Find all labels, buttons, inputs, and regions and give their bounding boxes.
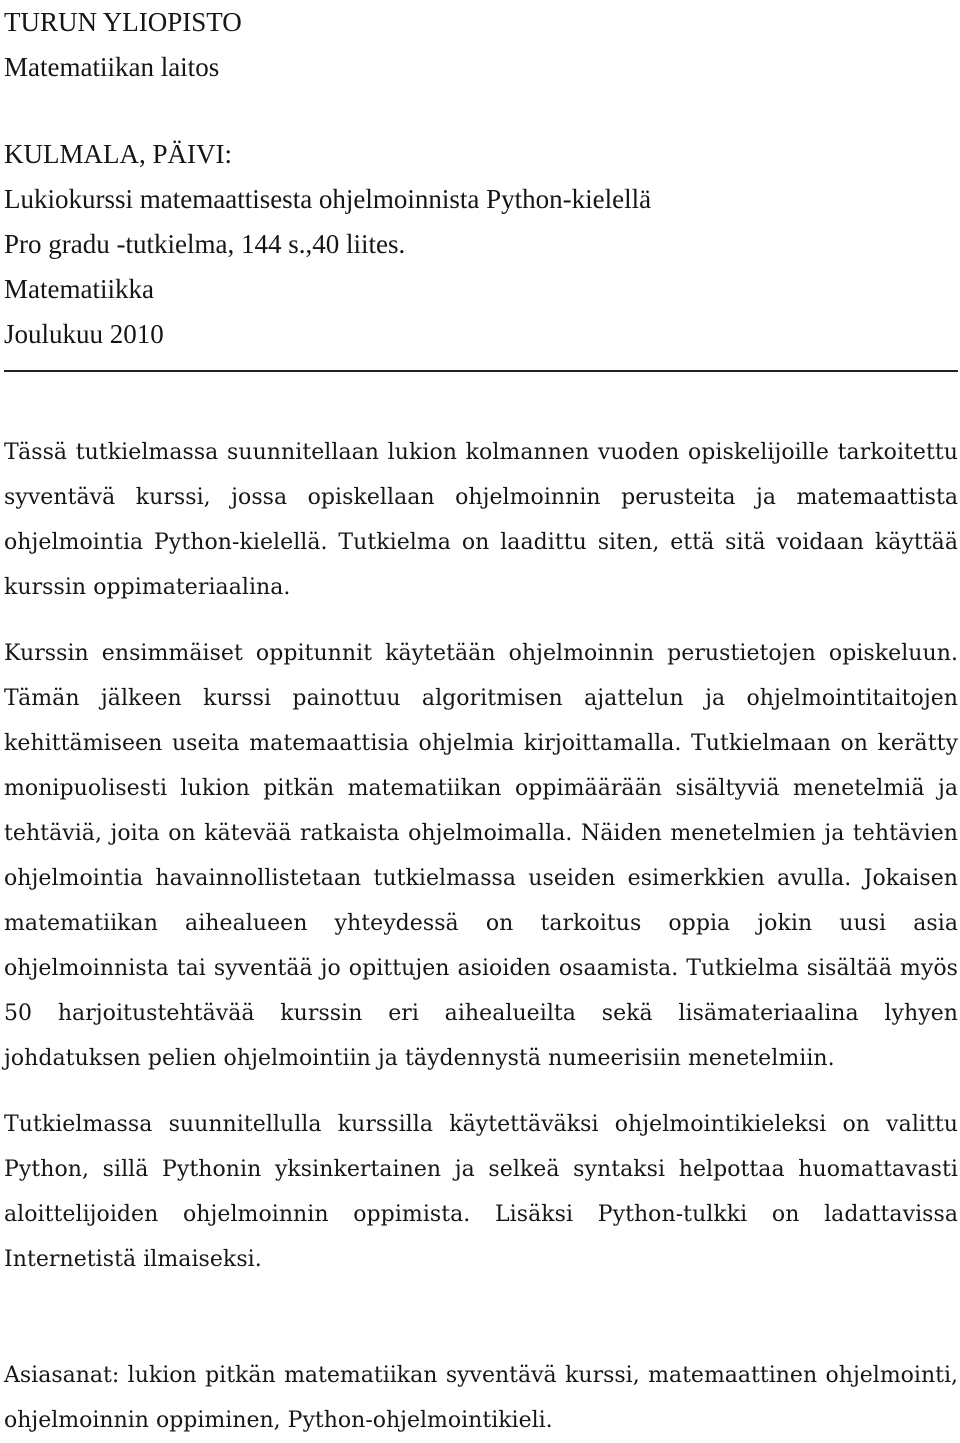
- thesis-date: Joulukuu 2010: [4, 319, 164, 349]
- department-name: Matematiikan laitos: [4, 52, 220, 82]
- abstract-body: [4, 430, 958, 1282]
- keywords-line: Asiasanat: lukion pitkän matematiikan syventävä kurssi, matemaattinen ohjelmointi, ohjelmoinnin oppiminen, Python-ohjelmointikieli.: [4, 1363, 958, 1433]
- header-divider: [4, 370, 958, 372]
- thesis-info: Pro gradu -tutkielma, 144 s.,40 liites.: [4, 229, 406, 259]
- abstract-paragraph: Tutkielmassa suunnitellulla kurssilla käytettäväksi ohjelmointikieleksi on valittu Python, sillä Pythonin yksinkertainen ja selkeä syntaksi helpottaa huomattavasti aloittelijoiden ohjelmoinnin oppimista. Lisäksi Python-tulkki on ladattavissa Internetistä ilmaiseksi.: [4, 1112, 958, 1272]
- author-name: KULMALA, PÄIVI:: [4, 139, 232, 169]
- thesis-title: Lukiokurssi matemaattisesta ohjelmoinnista Python-kielellä: [4, 184, 652, 214]
- abstract-paragraph: Kurssin ensimmäiset oppitunnit käytetään ohjelmoinnin perustietojen opiskeluun. Tämän jälkeen kurssi painottuu algoritmisen ajattelun ja ohjelmointitaitojen kehittämiseen useita matemaattisia ohjelmia kirjoittamalla. Tutkielmaan on kerätty monipuolisesti lukion pitkän matematiikan oppimäärään sisältyviä menetelmiä ja tehtäviä, joita on kätevää ratkaista ohjelmoimalla. Näiden menetelmien ja tehtävien ohjelmointia havainnollistetaan tutkielmassa useiden esimerkkien avulla. Jokaisen matematiikan aihealueen yhteydessä on tarkoitus oppia jokin uusi asia ohjelmoinnista tai syventää jo opittujen asioiden osaamista. Tutkielma sisältää myös 50 harjoitustehtävää kurssin eri aihealueilta sekä lisämateriaalina lyhyen johdatuksen pelien ohjelmointiin ja täydennystä numeerisiin menetelmiin.: [4, 641, 958, 1071]
- thesis-subject: Matematiikka: [4, 274, 154, 304]
- university-name: TURUN YLIOPISTO: [4, 7, 242, 37]
- thesis-header: [4, 0, 954, 357]
- abstract-paragraph: Tässä tutkielmassa suunnitellaan lukion kolmannen vuoden opiskelijoille tarkoitettu syventävä kurssi, jossa opiskellaan ohjelmoinnin perusteita ja matemaattista ohjelmointia Python-kielellä. Tutkielma on laadittu siten, että sitä voidaan käyttää kurssin oppimateriaalina.: [4, 440, 958, 600]
- header-spacer: [4, 90, 954, 132]
